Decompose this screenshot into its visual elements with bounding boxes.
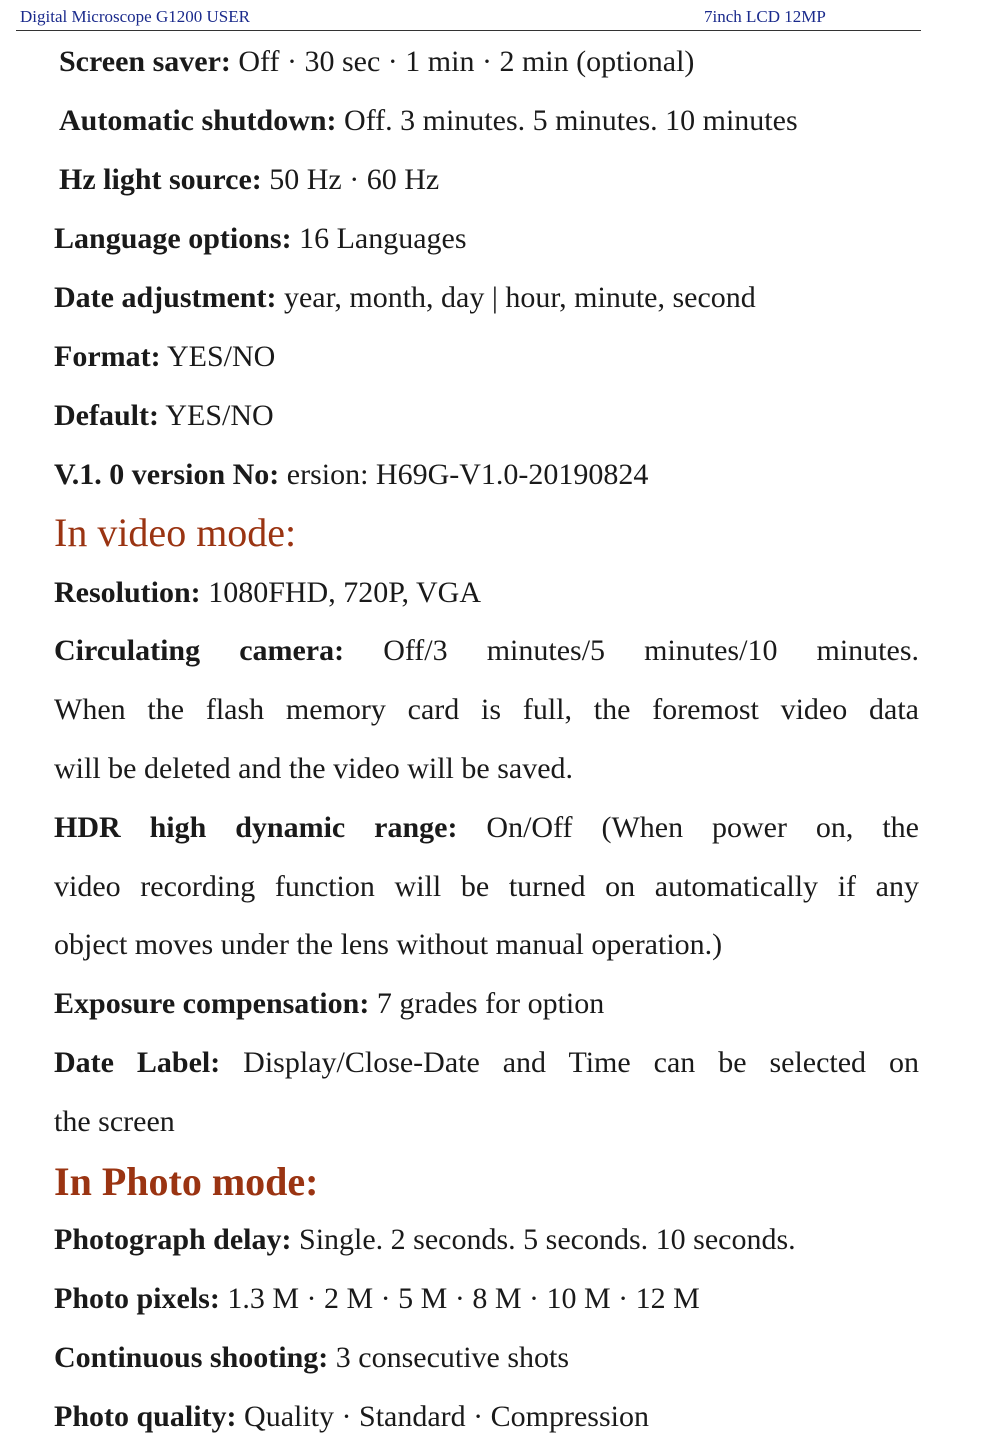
setting-label: Photo quality:: [54, 1400, 237, 1433]
video-resolution: [54, 575, 481, 611]
setting-label: Photo pixels:: [54, 1282, 220, 1315]
setting-value: On/Off (When power on, the: [457, 811, 919, 844]
setting-value: Off. 3 minutes. 5 minutes. 10 minutes: [336, 104, 798, 137]
setting-label: Language options:: [54, 222, 292, 255]
setting-label: Exposure compensation:: [54, 987, 370, 1020]
setting-value: 7 grades for option: [369, 987, 605, 1020]
setting-value: YES/NO: [160, 340, 276, 373]
photo-delay: [54, 1222, 796, 1258]
video-date-label-line1: [54, 1045, 919, 1081]
photo-mode-heading: In Photo mode:: [54, 1159, 319, 1204]
setting-label: Circulating camera:: [54, 634, 345, 667]
setting-format: [54, 339, 275, 375]
setting-value: Quality · Standard · Compression: [236, 1400, 649, 1433]
setting-label: Hz light source:: [59, 163, 262, 196]
video-circulating-line2: When the flash memory card is full, the foremost video data: [54, 693, 919, 726]
setting-hz-light-source: [59, 162, 439, 198]
setting-value: YES/NO: [158, 399, 274, 432]
video-mode-heading: In video mode:: [54, 510, 297, 555]
setting-default: [54, 398, 274, 434]
video-hdr-line2: video recording function will be turned on automatically if any: [54, 870, 919, 903]
setting-value: Off · 30 sec · 1 min · 2 min (optional): [230, 45, 695, 78]
setting-value: 50 Hz · 60 Hz: [261, 163, 440, 196]
setting-screen-saver: [59, 44, 694, 80]
page-header: [16, 4, 921, 31]
setting-value: ersion: H69G-V1.0-20190824: [279, 458, 649, 491]
setting-label: Format:: [54, 340, 161, 373]
setting-value: 1.3 M · 2 M · 5 M · 8 M · 10 M · 12 M: [219, 1282, 700, 1315]
setting-language-options: [54, 221, 467, 257]
photo-pixels: [54, 1281, 700, 1317]
video-circulating-line1: [54, 633, 919, 669]
setting-label: Automatic shutdown:: [59, 104, 337, 137]
video-exposure: [54, 986, 604, 1022]
setting-label: Photograph delay:: [54, 1223, 292, 1256]
setting-value: Single. 2 seconds. 5 seconds. 10 seconds.: [291, 1223, 796, 1256]
setting-value: year, month, day | hour, minute, second: [276, 281, 756, 314]
setting-label: Date adjustment:: [54, 281, 277, 314]
video-circulating-line3: will be deleted and the video will be saved.: [54, 752, 574, 785]
header-title: Digital Microscope G1200 USER: [20, 7, 250, 26]
setting-label: V.1. 0 version No:: [54, 458, 280, 491]
setting-label: Continuous shooting:: [54, 1341, 329, 1374]
header-model: 7inch LCD 12MP: [704, 7, 826, 26]
video-hdr-line1: [54, 810, 919, 846]
video-hdr-line3: object moves under the lens without manual operation.): [54, 928, 723, 961]
setting-value: 1080FHD, 720P, VGA: [200, 576, 482, 609]
setting-label: Date Label:: [54, 1046, 221, 1079]
photo-quality: [54, 1399, 649, 1435]
setting-label: HDR high dynamic range:: [54, 811, 458, 844]
setting-automatic-shutdown: [59, 103, 798, 139]
setting-label: Default:: [54, 399, 159, 432]
setting-version: [54, 457, 648, 493]
setting-label: Screen saver:: [59, 45, 231, 78]
setting-label: Resolution:: [54, 576, 201, 609]
setting-value: 3 consecutive shots: [328, 1341, 570, 1374]
setting-value: Off/3 minutes/5 minutes/10 minutes.: [344, 634, 920, 667]
setting-value: Display/Close-Date and Time can be selected on: [220, 1046, 919, 1079]
setting-value: 16 Languages: [291, 222, 467, 255]
setting-date-adjustment: [54, 280, 756, 316]
video-date-label-line2: the screen: [54, 1105, 175, 1138]
photo-continuous-shooting: [54, 1340, 569, 1376]
